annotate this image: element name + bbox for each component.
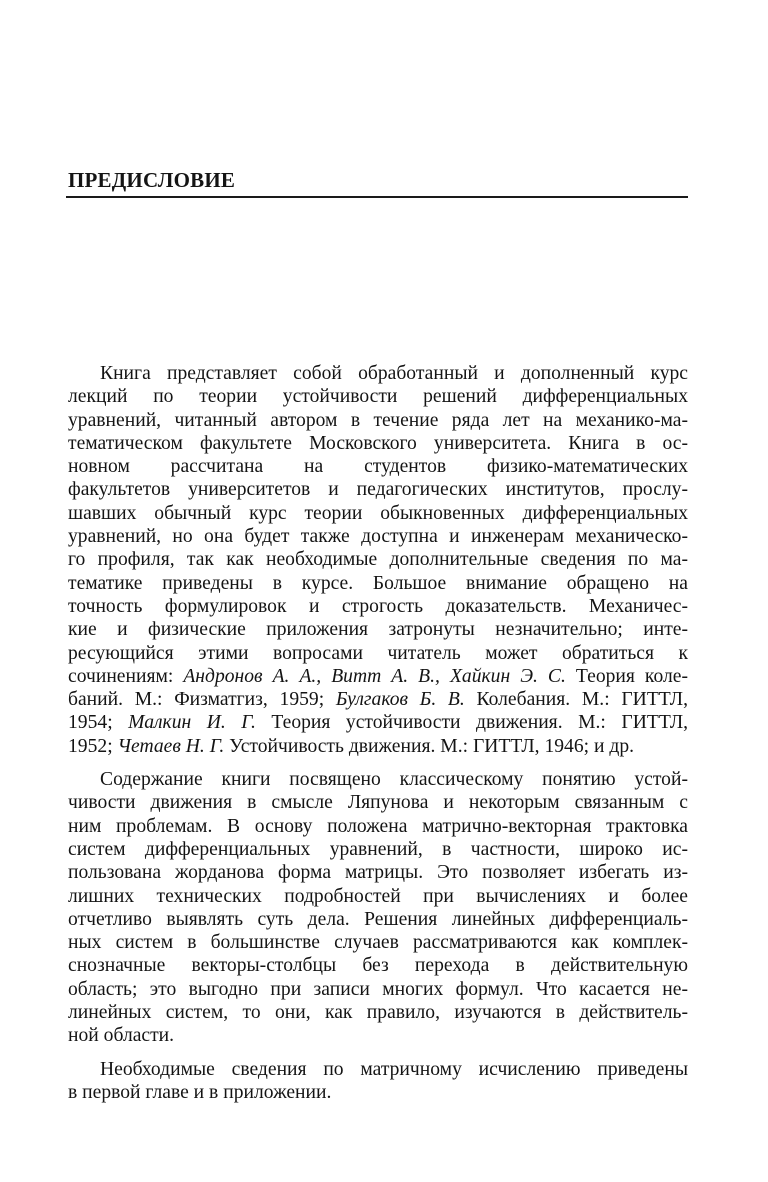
ref-authors: Четаев Н. Г.	[117, 735, 225, 757]
ref-authors: Малкин И. Г.	[128, 712, 256, 734]
text-line: тематическом факультете Московского университета. Книга в ос-	[68, 432, 688, 454]
text-line: отчетливо выявлять суть дела. Решения линейных дифференциаль-	[68, 908, 688, 930]
ref-authors: Андронов А. А., Витт А. В., Хайкин Э. С.	[183, 665, 566, 687]
text-line: ним проблемам. В основу положена матрично-векторная трактовка	[68, 815, 688, 837]
paragraph-2	[68, 768, 688, 1048]
text-line: кие и физические приложения затронуты незначительно; инте-	[68, 619, 688, 641]
title-rule	[66, 196, 688, 198]
paragraph-1	[68, 362, 688, 758]
text-line: факультетов университетов и педагогических институтов, прослу-	[68, 479, 688, 501]
ref-text: Устойчивость движения. М.: ГИТТЛ, 1946; и др.	[224, 735, 635, 757]
ref-text: Теория коле-	[565, 665, 688, 687]
text-line: ресующийся этими вопросами читатель может обратиться к	[68, 642, 688, 664]
text-line: чивости движения в смысле Ляпунова и некоторым связанным с	[68, 792, 688, 814]
text-line: шавших обычный курс теории обыкновенных дифференциальных	[68, 502, 688, 524]
text-line: новном рассчитана на студентов физико-математических	[68, 456, 688, 478]
text-line: линейных систем, то они, как правило, изучаются в действитель-	[68, 1002, 688, 1024]
ref-text: Колебания. М.: ГИТТЛ,	[464, 689, 688, 711]
ref-authors: Булгаков Б. В.	[335, 689, 465, 711]
ref-text: 1954;	[68, 712, 129, 734]
text-line: тематике приведены в курсе. Большое внимание обращено на	[68, 572, 688, 594]
text-line: лишних технических подробностей при вычислениях и более	[68, 885, 688, 907]
ref-text: сочинениям:	[68, 665, 184, 687]
text-line: Книга представляет собой обработанный и дополненный курс	[100, 363, 688, 384]
reference-line	[68, 688, 688, 711]
text-line: Необходимые сведения по матричному исчислению приведены	[100, 1058, 688, 1080]
text-line: уравнений, читанный автором в течение ряда лет на механико-ма-	[68, 409, 688, 431]
reference-line	[68, 735, 688, 758]
text-line: уравнений, но она будет также доступна и инженерам механическо-	[68, 526, 688, 548]
text-line: точность формулировок и строгость доказательств. Механичес-	[68, 595, 688, 617]
body-text	[68, 362, 688, 1104]
ref-text: 1952;	[68, 735, 118, 757]
text-line: ных систем в большинстве случаев рассматриваются как комплек-	[68, 932, 688, 954]
paragraph-3	[68, 1058, 688, 1105]
text-line: область; это выгодно при записи многих формул. Что касается не-	[68, 978, 688, 1000]
text-line: в первой главе и в приложении.	[68, 1081, 332, 1103]
text-line: го профиля, так как необходимые дополнительные сведения по ма-	[68, 549, 688, 571]
text-line: пользована жорданова форма матрицы. Это позволяет избегать из-	[68, 862, 688, 884]
text-line: снозначные векторы-столбцы без перехода в действительную	[68, 955, 688, 977]
text-line: систем дифференциальных уравнений, в частности, широко ис-	[68, 838, 688, 860]
text-line: ной области.	[68, 1025, 175, 1047]
text-line: Содержание книги посвящено классическому понятию устой-	[100, 769, 688, 791]
reference-line	[68, 665, 688, 688]
ref-text: баний. М.: Физматгиз, 1959;	[68, 689, 336, 711]
page-title: ПРЕДИСЛОВИЕ	[68, 168, 236, 192]
reference-line	[68, 711, 688, 734]
text-line: лекций по теории устойчивости решений дифференциальных	[68, 386, 688, 408]
ref-text: Теория устойчивости движения. М.: ГИТТЛ,	[255, 712, 689, 734]
